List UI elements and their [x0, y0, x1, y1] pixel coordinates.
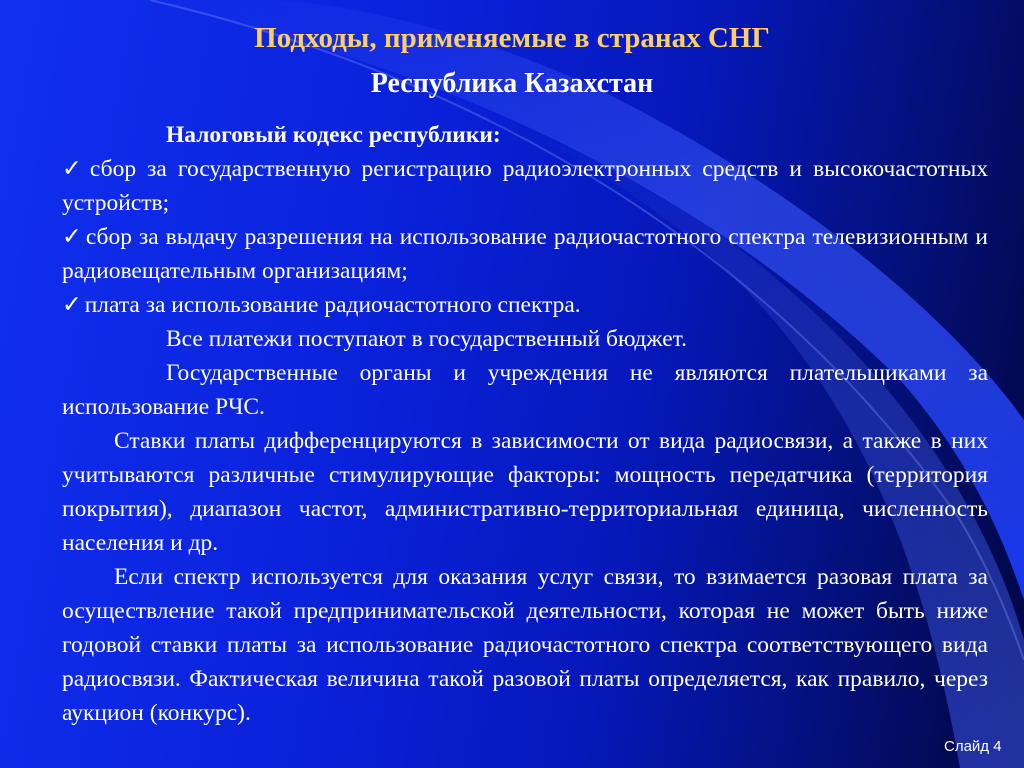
paragraph-budget: Все платежи поступают в государственный бюджет.	[166, 326, 688, 352]
checkmark-icon: ✓	[62, 292, 82, 318]
bullet-text: сбор за государственную регистрацию радиоэлектронных средств и высокочастотных устройств;	[62, 156, 988, 216]
bullet-item	[62, 288, 988, 322]
bullet-text: плата за использование радиочастотного спектра.	[84, 292, 581, 318]
slide-title: Подходы, применяемые в странах СНГ	[254, 22, 770, 54]
bullet-text: сбор за выдачу разрешения на использование радиочастотного спектра телевизионным и радиовещательным организациям;	[62, 224, 988, 284]
paragraph-exemption: Государственные органы и учреждения не являются плательщиками за использование РЧС.	[62, 360, 988, 420]
bullet-item	[62, 220, 988, 288]
section-heading: Налоговый кодекс республики:	[166, 122, 501, 148]
paragraph-one-time-fee: Если спектр используется для оказания услуг связи, то взимается разовая плата за осуществление такой предпринимательской деятельности, которая не может быть ниже годовой ставки платы за использование радиочастотного спектра соответствующего вида радиосвязи. Фактическая величина такой разовой платы определяется, как правило, через аукцион (конкурс).	[62, 564, 988, 726]
checkmark-icon: ✓	[62, 224, 83, 250]
checkmark-icon: ✓	[62, 156, 87, 182]
bullet-item	[62, 152, 988, 220]
slide-number: Слайд 4	[944, 738, 1002, 755]
slide-body	[62, 118, 988, 730]
slide-subtitle: Республика Казахстан	[370, 68, 654, 99]
paragraph-rates: Ставки платы дифференцируются в зависимости от вида радиосвязи, а также в них учитываются различные стимулирующие факторы: мощность передатчика (территория покрытия), диапазон частот, административно-территориальная единица, численность населения и др.	[62, 428, 988, 556]
